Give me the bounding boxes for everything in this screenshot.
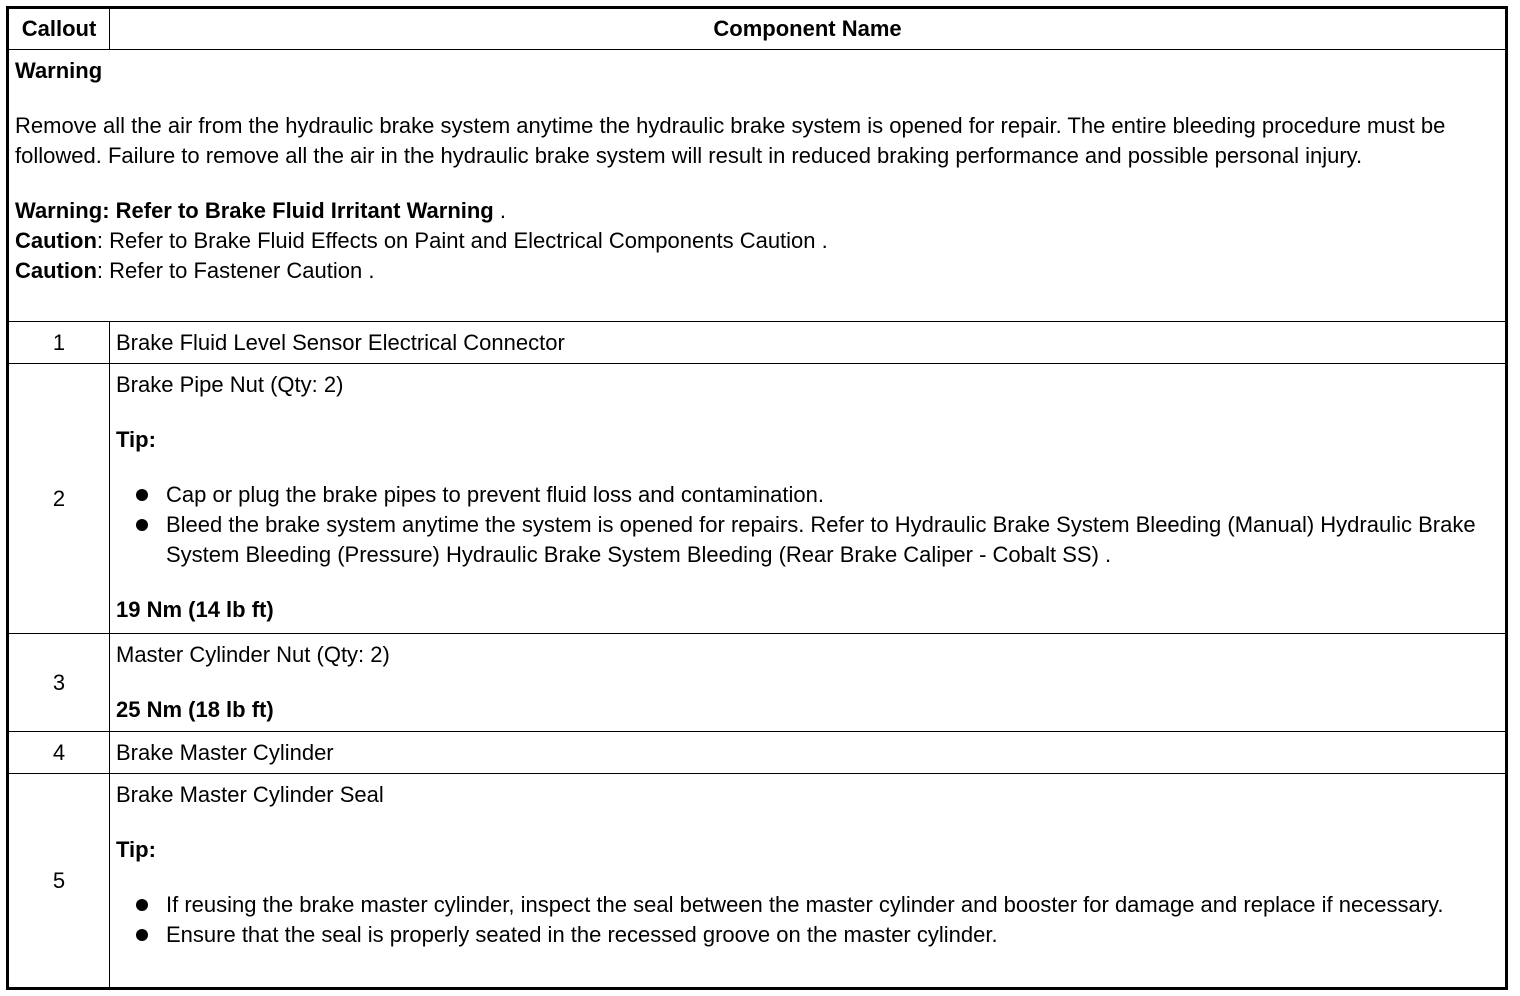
component-cell bbox=[110, 634, 1507, 732]
torque-spec: 19 Nm (14 lb ft) bbox=[116, 597, 274, 622]
warning-row bbox=[8, 50, 1507, 322]
tip-item bbox=[116, 890, 1499, 920]
tip-label: Tip: bbox=[116, 837, 156, 862]
table-row bbox=[8, 322, 1507, 364]
note-suffix: . bbox=[493, 198, 506, 223]
torque-spec: 25 Nm (18 lb ft) bbox=[116, 697, 274, 722]
callout-number: 4 bbox=[8, 732, 110, 774]
tip-item bbox=[116, 510, 1499, 570]
bullet-icon bbox=[136, 489, 148, 501]
warning-text: Remove all the air from the hydraulic brake system anytime the hydraulic brake system is opened for repair. The entire bleeding procedure must be followed. Failure to remove all the air in the hydraulic brake system will result in reduced braking performance and possible personal injury. bbox=[15, 113, 1446, 168]
component-name: Brake Master Cylinder bbox=[116, 739, 334, 765]
component-name-header: Component Name bbox=[110, 8, 1507, 50]
component-name: Master Cylinder Nut (Qty: 2) bbox=[116, 642, 390, 667]
tip-label: Tip: bbox=[116, 427, 156, 452]
component-cell bbox=[110, 322, 1507, 364]
tip-text: Cap or plug the brake pipes to prevent fluid loss and contamination. bbox=[166, 482, 824, 507]
component-name: Brake Master Cylinder Seal bbox=[116, 782, 384, 807]
callout-header: Callout bbox=[8, 8, 110, 50]
warning-cell bbox=[8, 50, 1507, 322]
bullet-icon bbox=[136, 899, 148, 911]
note-link-fastener-caution[interactable]: : Refer to Fastener Caution bbox=[96, 258, 363, 283]
bullet-icon bbox=[136, 519, 148, 531]
note-label: Caution bbox=[15, 228, 97, 253]
component-name: Brake Fluid Level Sensor Electrical Connector bbox=[116, 329, 565, 355]
note-link-paint-caution[interactable]: : Refer to Brake Fluid Effects on Paint and Electrical Components Caution bbox=[96, 228, 816, 253]
tip-text: Bleed the brake system anytime the system is opened for repairs. Refer to Hydraulic Brake System Bleeding (Manual) Hydraulic Brake System Bleeding (Pressure) Hydraulic Brake System Bleeding (Rear Brake Caliper - Cobalt SS) . bbox=[166, 512, 1476, 567]
tip-text: If reusing the brake master cylinder, inspect the seal between the master cylinder and booster for damage and replace if necessary. bbox=[166, 892, 1444, 917]
warning-title: Warning bbox=[15, 58, 103, 83]
note-line bbox=[15, 196, 1499, 226]
note-suffix: . bbox=[362, 258, 375, 283]
tip-item bbox=[116, 920, 1499, 950]
table-row bbox=[8, 634, 1507, 732]
table-row bbox=[8, 774, 1507, 989]
callout-number: 2 bbox=[8, 364, 110, 634]
callout-number: 1 bbox=[8, 322, 110, 364]
callout-number: 3 bbox=[8, 634, 110, 732]
table-row bbox=[8, 364, 1507, 634]
header-row bbox=[8, 8, 1507, 50]
note-suffix: . bbox=[815, 228, 828, 253]
component-cell bbox=[110, 732, 1507, 774]
bullet-icon bbox=[136, 929, 148, 941]
tip-text: Ensure that the seal is properly seated in the recessed groove on the master cylinder. bbox=[166, 922, 998, 947]
note-link-irritant-warning[interactable]: : Refer to Brake Fluid Irritant Warning bbox=[102, 198, 494, 223]
component-cell bbox=[110, 774, 1507, 989]
component-cell bbox=[110, 364, 1507, 634]
table-row bbox=[8, 732, 1507, 774]
tip-list bbox=[116, 480, 1499, 570]
component-table bbox=[6, 6, 1508, 990]
note-label: Warning bbox=[15, 198, 103, 223]
tip-list bbox=[116, 890, 1499, 950]
callout-number: 5 bbox=[8, 774, 110, 989]
note-line bbox=[15, 256, 1499, 286]
component-name: Brake Pipe Nut (Qty: 2) bbox=[116, 372, 344, 397]
note-line bbox=[15, 226, 1499, 256]
tip-item bbox=[116, 480, 1499, 510]
note-label: Caution bbox=[15, 258, 97, 283]
